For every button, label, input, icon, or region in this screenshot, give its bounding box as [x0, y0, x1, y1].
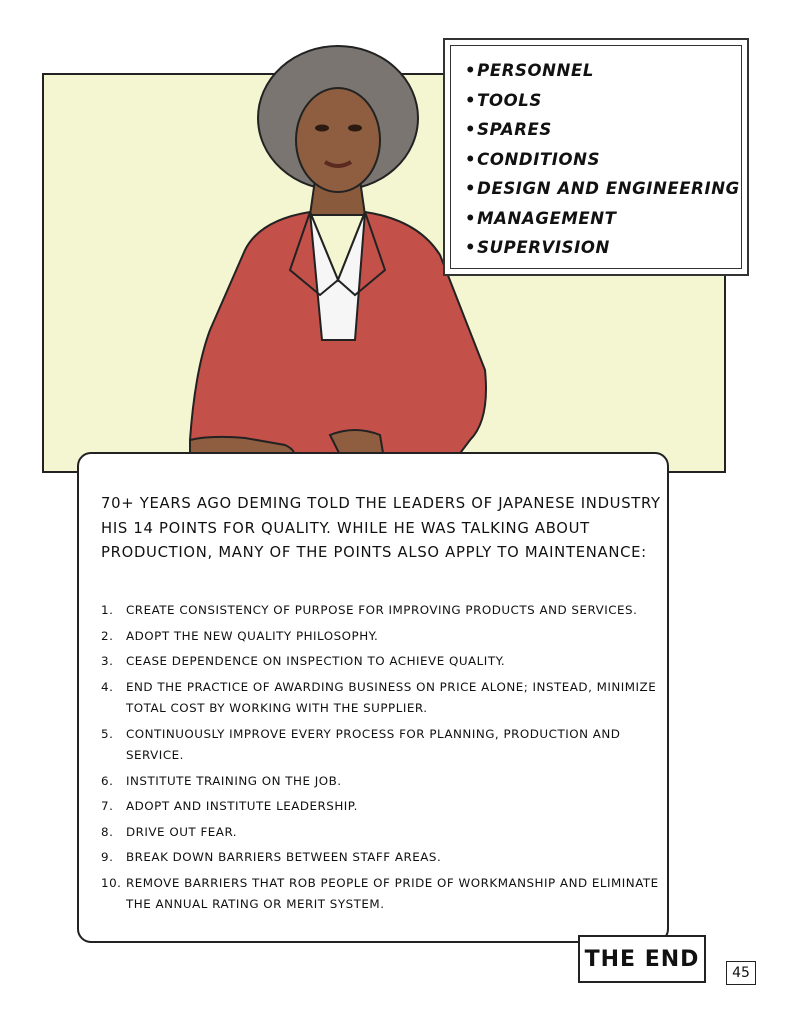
checklist-item-conditions: • CONDITIONS: [465, 145, 740, 175]
point-text: CONTINUOUSLY IMPROVE EVERY PROCESS FOR PLANNING, PRODUCTION AND SERVICE.: [126, 726, 621, 762]
deming-point: [101, 724, 661, 767]
face: [296, 88, 380, 192]
point-number: 10.: [101, 875, 122, 890]
checklist-item-management: • MANAGEMENT: [465, 204, 740, 234]
point-text: INSTITUTE TRAINING ON THE JOB.: [126, 773, 342, 788]
checklist-item-design-and-engineering: • DESIGN AND ENGINEERING: [465, 174, 740, 204]
point-text: DRIVE OUT FEAR.: [126, 824, 238, 839]
point-text: CREATE CONSISTENCY OF PURPOSE FOR IMPROVING PRODUCTS AND SERVICES.: [126, 603, 638, 617]
checklist-box: [443, 38, 749, 276]
deming-point: [101, 771, 661, 793]
right-eye: [348, 125, 362, 132]
deming-point: [101, 651, 661, 673]
checklist-item-supervision: • SUPERVISION: [465, 233, 740, 263]
checklist-item-tools: • TOOLS: [465, 86, 740, 116]
deming-point: [101, 677, 661, 720]
point-number: 4.: [101, 679, 114, 694]
point-text: BREAK DOWN BARRIERS BETWEEN STAFF AREAS.: [126, 850, 442, 864]
point-text: ADOPT AND INSTITUTE LEADERSHIP.: [126, 799, 358, 813]
point-text: ADOPT THE NEW QUALITY PHILOSOPHY.: [126, 628, 379, 643]
point-number: 8.: [101, 824, 114, 839]
deming-point: [101, 796, 661, 818]
point-number: 1.: [101, 603, 114, 617]
point-number: 9.: [101, 850, 114, 864]
point-number: 3.: [101, 654, 114, 668]
point-number: 7.: [101, 799, 114, 813]
deming-point: [101, 822, 661, 844]
deming-point: [101, 847, 661, 869]
deming-point: [101, 600, 661, 622]
point-number: 5.: [101, 726, 114, 741]
deming-point: [101, 873, 661, 916]
the-end-label: THE END: [578, 935, 706, 983]
point-text: CEASE DEPENDENCE ON INSPECTION TO ACHIEVE QUALITY.: [126, 654, 506, 668]
deming-point: [101, 626, 661, 648]
point-text: END THE PRACTICE OF AWARDING BUSINESS ON PRICE ALONE; INSTEAD, MINIMIZE TOTAL COST BY WORKING WITH THE SUPPLIER.: [126, 679, 657, 715]
point-text: REMOVE BARRIERS THAT ROB PEOPLE OF PRIDE OF WORKMANSHIP AND ELIMINATE THE ANNUAL RATING OR MERIT SYSTEM.: [126, 875, 659, 911]
checklist: [465, 56, 740, 263]
checklist-item-personnel: • PERSONNEL: [465, 56, 740, 86]
deming-text-box: [77, 452, 669, 943]
point-number: 2.: [101, 628, 114, 643]
page-number: 45: [726, 961, 756, 985]
intro-paragraph: 70+ YEARS AGO DEMING TOLD THE LEADERS OF JAPANESE INDUSTRY HIS 14 POINTS FOR QUALITY. WHILE HE WAS TALKING ABOUT PRODUCTION, MANY OF THE POINTS ALSO APPLY TO MAINTENANCE:: [101, 495, 661, 561]
deming-points-list: [101, 600, 661, 920]
checklist-item-spares: • SPARES: [465, 115, 740, 145]
point-number: 6.: [101, 773, 114, 788]
left-eye: [315, 125, 329, 132]
